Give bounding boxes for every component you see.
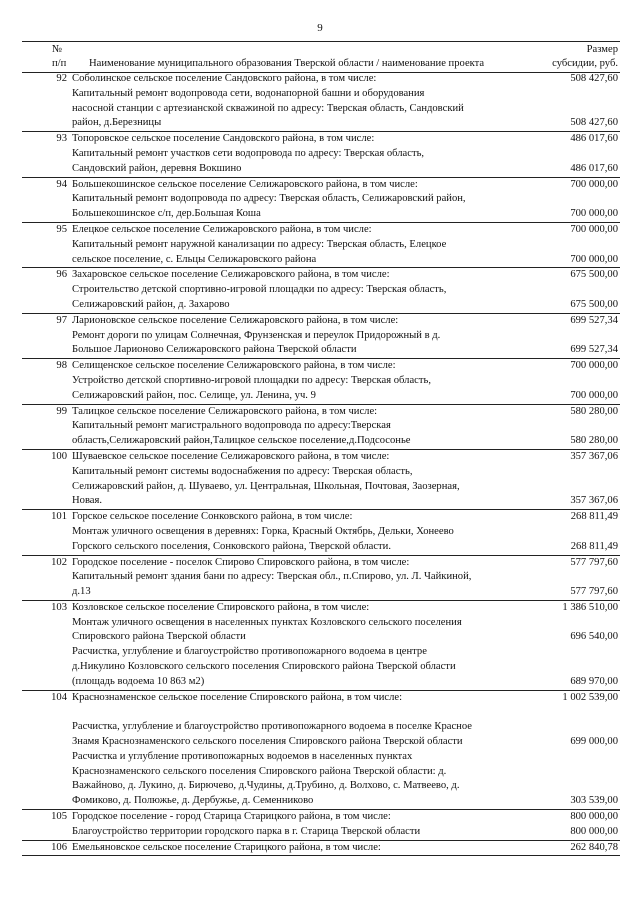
row-line (22, 419, 620, 434)
row-number: 104 (51, 691, 67, 703)
subsidy-amount: 268 811,49 (570, 511, 618, 523)
row-line (22, 238, 620, 253)
project-description: Капитальный ремонт водопровода по адресу: Тверская область, Селижаровский район, (72, 193, 466, 205)
subsidy-amount: 268 811,49 (570, 540, 618, 552)
project-description: Спировского района Тверской области (72, 631, 246, 643)
project-description: Устройство детской спортивно-игровой площадки по адресу: Тверская область, (72, 374, 431, 386)
subsidy-amount: 1 386 510,00 (562, 601, 618, 613)
row-line (22, 147, 620, 162)
subsidy-amount: 580 280,00 (570, 405, 618, 417)
project-description: Селижаровский район, пос. Селище, ул. Ленина, уч. 9 (72, 389, 316, 401)
subsidy-amount: 699 527,34 (570, 314, 618, 326)
row-line (22, 720, 620, 735)
row-line (22, 691, 620, 706)
project-description: Ремонт дороги по улицам Солнечная, Фрунзенская и переулок Придорожный в д. (72, 329, 441, 341)
project-description: насосной станции с артезианской скважиной по адресу: Тверская область, Сандовский (72, 102, 464, 114)
row-line (22, 480, 620, 495)
row-line (22, 585, 620, 600)
row-line (22, 253, 620, 268)
table-row (22, 405, 620, 450)
row-line (22, 825, 620, 840)
municipality-name: Городское поселение - поселок Спирово Спировского района, в том числе: (72, 556, 410, 568)
project-description: Капитальный ремонт наружной канализации по адресу: Тверская область, Елецкое (72, 238, 447, 250)
table-row (22, 314, 620, 359)
project-description: Горского сельского поселения, Сонковского района, Тверской области. (72, 540, 391, 552)
subsidy-amount: 577 797,60 (570, 556, 618, 568)
project-description: Капитальный ремонт системы водоснабжения по адресу: Тверская область, (72, 465, 413, 477)
subsidy-amount: 262 840,78 (570, 841, 618, 853)
subsidy-amount: 486 017,60 (570, 133, 618, 145)
row-number: 97 (56, 314, 67, 326)
subsidy-amount: 675 500,00 (570, 298, 618, 310)
row-line (22, 570, 620, 585)
row-line (22, 162, 620, 177)
table-row (22, 810, 620, 841)
row-line (22, 645, 620, 660)
subsidy-amount: 580 280,00 (570, 435, 618, 447)
municipality-name: Емельяновское сельское поселение Старицкого района, в том числе: (72, 841, 381, 853)
page-number: 9 (317, 22, 323, 34)
row-line (22, 178, 620, 193)
subsidy-amount: 689 970,00 (570, 675, 618, 687)
municipality-name: Большекошинское сельское поселение Селижаровского района, в том числе: (72, 178, 418, 190)
subsidy-amount: 508 427,60 (570, 117, 618, 129)
table-row (22, 601, 620, 691)
row-number: 92 (56, 73, 67, 84)
project-description: Расчистка и углубление противопожарных водоемов в населенных пунктах (72, 750, 413, 762)
subsidy-amount: 303 539,00 (570, 795, 618, 807)
subsidy-amount: 486 017,60 (570, 162, 618, 174)
project-description: Капитальный ремонт магистрального водопровода по адресу:Тверская (72, 420, 391, 432)
project-description: д.13 (72, 586, 91, 598)
row-number: 95 (56, 223, 67, 235)
row-line (22, 660, 620, 675)
table-row (22, 841, 620, 857)
project-description: Новая. (72, 495, 103, 507)
row-number: 101 (51, 511, 67, 523)
subsidy-amount: 696 540,00 (570, 631, 618, 643)
table-row (22, 72, 620, 132)
project-description: Расчистка, углубление и благоустройство противопожарного водоема в поселке Красное (72, 721, 472, 733)
row-line (22, 794, 620, 809)
row-line (22, 389, 620, 404)
municipality-name: Талицкое сельское поселение Селижаровского района, в том числе: (72, 405, 378, 417)
header-name: Наименование муниципального образования Тверской области / наименование проекта (89, 58, 485, 69)
row-line (22, 192, 620, 207)
table-row (22, 178, 620, 223)
row-number: 103 (51, 601, 67, 613)
municipality-name: Топоровское сельское поселение Сандовского района, в том числе: (72, 133, 375, 145)
table-row (22, 691, 620, 810)
row-line (22, 735, 620, 750)
project-description: Монтаж уличного освещения в деревнях: Горка, Красный Октябрь, Дельки, Хонеево (72, 525, 454, 537)
row-line (22, 841, 620, 856)
row-line (22, 465, 620, 480)
project-description: Фомиково, д. Полюжье, д. Дербужье, д. Семенниково (72, 795, 314, 807)
subsidy-amount: 357 367,06 (570, 495, 618, 507)
row-line (22, 556, 620, 571)
row-line (22, 525, 620, 540)
row-line (22, 765, 620, 780)
subsidy-amount: 700 000,00 (570, 208, 618, 220)
municipality-name: Краснознаменское сельское поселение Спировского района, в том числе: (72, 691, 403, 703)
row-line (22, 116, 620, 131)
subsidy-amount: 699 000,00 (570, 736, 618, 748)
row-number: 102 (51, 556, 67, 568)
subsidy-table (22, 72, 620, 856)
municipality-name: Горское сельское поселение Сонковского района, в том числе: (72, 511, 353, 523)
row-line (22, 810, 620, 825)
row-line (22, 494, 620, 509)
table-header (22, 41, 620, 73)
project-description: Строительство детской спортивно-игровой площадки по адресу: Тверская область, (72, 284, 447, 296)
project-description: Знамя Краснознаменского сельского поселения Спировского района Тверской области (72, 736, 463, 748)
municipality-name: Шуваевское сельское поселение Селижаровского района, в том числе: (72, 450, 390, 462)
project-description: район, д.Березницы (72, 117, 162, 129)
row-line (22, 72, 620, 87)
table-row (22, 268, 620, 313)
row-line (22, 434, 620, 449)
row-line (22, 630, 620, 645)
row-number: 100 (51, 450, 67, 462)
subsidy-amount: 577 797,60 (570, 586, 618, 598)
municipality-name: Селищенское сельское поселение Селижаровского района, в том числе: (72, 360, 396, 372)
municipality-name: Захаровское сельское поселение Селижаровского района, в том числе: (72, 269, 390, 281)
project-description: Капитальный ремонт здания бани по адресу: Тверская обл., п.Спирово, ул. Л. Чайкиной, (72, 571, 472, 583)
subsidy-amount: 700 000,00 (570, 389, 618, 401)
row-line (22, 601, 620, 616)
project-description: Благоустройство территории городского парка в г. Старица Тверской области (72, 825, 421, 837)
project-description: Краснознаменского сельского поселения Спировского района Тверской области: д. (72, 765, 447, 777)
row-number: 105 (51, 811, 67, 823)
subsidy-amount: 675 500,00 (570, 269, 618, 281)
project-description: Расчистка, углубление и благоустройство противопожарного водоема в центре (72, 646, 427, 658)
row-line (22, 405, 620, 420)
row-line (22, 268, 620, 283)
row-number: 94 (56, 178, 67, 190)
row-number: 93 (56, 133, 67, 145)
project-description: Большекошинское с/п, дер.Большая Коша (72, 208, 261, 220)
municipality-name: Городское поселение - город Старица Старицкого района, в том числе: (72, 811, 391, 823)
header-no-line2: п/п (52, 58, 67, 69)
project-description: Большое Ларионово Селижаровского района Тверской области (72, 344, 357, 356)
row-number: 98 (56, 360, 67, 372)
row-line (22, 223, 620, 238)
project-description: Селижаровский район, д. Захарово (72, 298, 230, 310)
table-row (22, 132, 620, 177)
header-amount-line1: Размер (586, 44, 618, 55)
row-line (22, 359, 620, 374)
row-line (22, 87, 620, 102)
project-description: область,Селижаровский район,Талицкое сельское поселение,д.Подсосонье (72, 435, 411, 447)
row-number: 99 (56, 405, 67, 417)
table-row (22, 359, 620, 404)
row-line (22, 779, 620, 794)
row-line (22, 675, 620, 690)
subsidy-amount: 357 367,06 (570, 450, 618, 462)
project-description: Селижаровский район, д. Шуваево, ул. Центральная, Школьная, Почтовая, Заозерная, (72, 480, 460, 492)
row-line (22, 283, 620, 298)
project-description: (площадь водоема 10 863 м2) (72, 675, 205, 687)
municipality-name: Ларионовское сельское поселение Селижаровского района, в том числе: (72, 314, 399, 326)
header-no-line1: № (52, 44, 63, 55)
header-amount-line2: субсидии, руб. (552, 58, 618, 69)
municipality-name: Елецкое сельское поселение Селижаровского района, в том числе: (72, 223, 372, 235)
subsidy-amount: 800 000,00 (570, 825, 618, 837)
table-row (22, 556, 620, 601)
row-line (22, 343, 620, 358)
row-number: 106 (51, 841, 67, 853)
subsidy-amount: 800 000,00 (570, 811, 618, 823)
subsidy-amount: 700 000,00 (570, 253, 618, 265)
subsidy-amount: 508 427,60 (570, 73, 618, 84)
row-line (22, 540, 620, 555)
table-row (22, 450, 620, 510)
row-line (22, 750, 620, 765)
row-line (22, 132, 620, 147)
project-description: Капитальный ремонт водопровода сети, водонапорной башни и оборудования (72, 87, 425, 99)
project-description: Монтаж уличного освещения в населенных пунктах Козловского сельского поселения (72, 616, 462, 628)
table-row (22, 223, 620, 268)
municipality-name: Соболинское сельское поселение Сандовского района, в том числе: (72, 73, 377, 84)
subsidy-amount: 700 000,00 (570, 360, 618, 372)
project-description: Сандовский район, деревня Вокшино (72, 162, 242, 174)
row-line (22, 207, 620, 222)
row-line (22, 616, 620, 631)
project-description: Важайново, д. Лукино, д. Бирючево, д.Чудины, д.Трубино, д. Волхово, с. Матвеево, д. (72, 780, 460, 792)
row-line (22, 298, 620, 313)
table-row (22, 510, 620, 555)
row-line (22, 102, 620, 117)
subsidy-amount: 699 527,34 (570, 344, 618, 356)
row-line (22, 510, 620, 525)
project-description: сельское поселение, с. Ельцы Селижаровского района (72, 253, 317, 265)
municipality-name: Козловское сельское поселение Спировского района, в том числе: (72, 601, 370, 613)
row-line (22, 450, 620, 465)
project-description: д.Никулино Козловского сельского поселения Спировского района Тверской области (72, 661, 456, 673)
row-line (22, 705, 620, 720)
row-line (22, 329, 620, 344)
row-line (22, 314, 620, 329)
row-line (22, 374, 620, 389)
subsidy-amount: 1 002 539,00 (562, 691, 618, 703)
project-description: Капитальный ремонт участков сети водопровода по адресу: Тверская область, (72, 147, 425, 159)
subsidy-amount: 700 000,00 (570, 178, 618, 190)
row-number: 96 (56, 269, 67, 281)
subsidy-amount: 700 000,00 (570, 223, 618, 235)
